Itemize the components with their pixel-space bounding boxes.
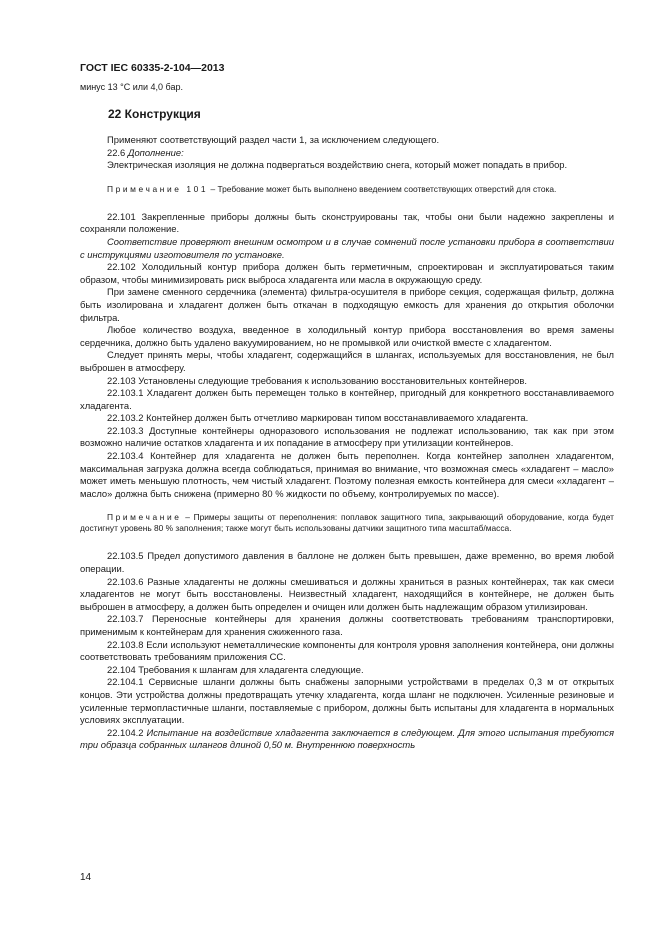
paragraph [80,147,614,160]
paragraph: 22.103.6 Разные хладагенты не должны смешиваться и должны храниться в разных контейнерах, так как смеси хладагентов не могут быть восстановлены. Неизвестный хладагент, находящийся в контейнере, не должен быть выброшен в атмосферу, а должен быть определен и очищен или должен быть надлежащим образом утилизирован. [80,575,614,612]
note [80,184,614,195]
paragraph: Любое количество воздуха, введенное в холодильный контур прибора восстановления во время замены сердечника, должно быть удалено вакуумированием, но не промывкой или очисткой вместе с хладагентом. [80,324,614,348]
paragraph: 22.103.7 Переносные контейнеры для хранения должны соответствовать требованиям транспортировки, применимым к контейнерам для хранения сжиженного газа. [80,613,614,637]
document-body [80,134,614,752]
paragraph: 22.103.2 Контейнер должен быть отчетливо маркирован типом восстанавливаемого хладагента. [107,412,529,424]
paragraph: 22.104 Требования к шлангам для хладагента следующие. [107,663,364,675]
paragraph: 22.103.3 Доступные контейнеры одноразового использования не подлежат использованию, так как при этом возможно наличие остатков хладагента и их попадание в атмосферу при утилизации контейнеров. [80,424,614,449]
clause-number: 22.6 [107,146,126,158]
note-text: – Примеры защиты от переполнения: поплавок защитного типа, закрывающий оборудование, когда будет достигнут уровень 80 % заполнения; также могут быть использованы датчики защитного типа масштаб/масса. [80,512,614,534]
spacer [80,172,614,184]
document-code-header: ГОСТ IEC 60335-2-104—2013 [80,62,225,74]
paragraph: Применяют соответствующий раздел части 1, за исключением следующего. [107,134,440,145]
paragraph: 22.104.1 Сервисные шланги должны быть снабжены запорными устройствами в пределах 0,3 м от открытых концов. Эти устройства должны предотвращать утечку хладагента, когда шланг не подключен. Усиленные резиновые и усиленные термопластичные шланги, поставляемые с прибором, должны быть испытаны для хладагента в нормальных условиях эксплуатации. [80,676,614,726]
paragraph: 22.101 Закрепленные приборы должны быть сконструированы так, чтобы они были надежно закреплены и сохраняли положение. [80,210,614,235]
spacer [80,195,614,211]
paragraph: 22.102 Холодильный контур прибора должен быть герметичным, спроектирован и эксплуатироваться таким образом, чтобы минимизировать риск выброса хладагента или масла в окружающую среду. [80,261,614,285]
note-text: – Требование может быть выполнено введением соответствующих отверстий для стока. [208,183,557,194]
paragraph: При замене сменного сердечника (элемента) фильтра-осушителя в приборе секция, содержащая фильтр, должна быть изолирована и хладагент должен быть откачан в подходящую емкость для хранения до открытия оболочки фильтра. [80,286,614,323]
clause-addition: Дополнение: [127,146,184,158]
page-number: 14 [80,872,92,883]
note-label: Примечание 101 [107,183,209,194]
test-description: Испытание на воздействие хладагента заключается в следующем. Для этого испытания требуются три образца собранных шлангов длиной 0,50 м. Внутреннюю поверхность [80,726,614,751]
section-title: 22 Конструкция [108,107,201,121]
paragraph: 22.103.8 Если используют неметаллические компоненты для контроля уровня заполнения контейнера, они должны соответствовать требованиям приложения СС. [80,638,614,663]
note [80,512,614,534]
paragraph [80,727,614,752]
paragraph: Следует принять меры, чтобы хладагент, содержащийся в шлангах, используемых для восстановления, не был выброшен в атмосферу. [80,349,614,373]
paragraph: 22.103.4 Контейнер для хладагента не должен быть переполнен. Когда контейнер заполнен хладагентом, максимальная загрузка должна всегда соблюдаться, принимая во внимание, что возможная смесь «хладагент – масло» может иметь меньшую плотность, чем чистый хладагент. Поэтому полезная емкость контейнера для смеси «хладагент – масло» должна быть снижена (примерно 80 % жидкости по объему, контролируемых по массе). [80,450,614,499]
clause-number: 22.104.2 [107,726,147,738]
continuation-text: минус 13 °С или 4,0 бар. [80,82,183,92]
spacer [80,534,614,550]
paragraph: 22.103.1 Хладагент должен быть перемещен только в контейнер, пригодный для конкретного восстанавливаемого хладагента. [80,387,614,411]
paragraph: 22.103 Установлены следующие требования к использованию восстановительных контейнеров. [107,374,527,386]
compliance-paragraph: Соответствие проверяют внешним осмотром и в случае сомнений после установки прибора в соответствии с инструкциями изготовителя по установке. [80,235,614,260]
paragraph: 22.103.5 Предел допустимого давления в баллоне не должен быть превышен, даже временно, во время любой операции. [80,550,614,575]
note-label: Примечание [107,512,182,523]
spacer [80,500,614,512]
paragraph: Электрическая изоляция не должна подвергаться воздействию снега, который может попадать в прибор. [107,159,568,171]
